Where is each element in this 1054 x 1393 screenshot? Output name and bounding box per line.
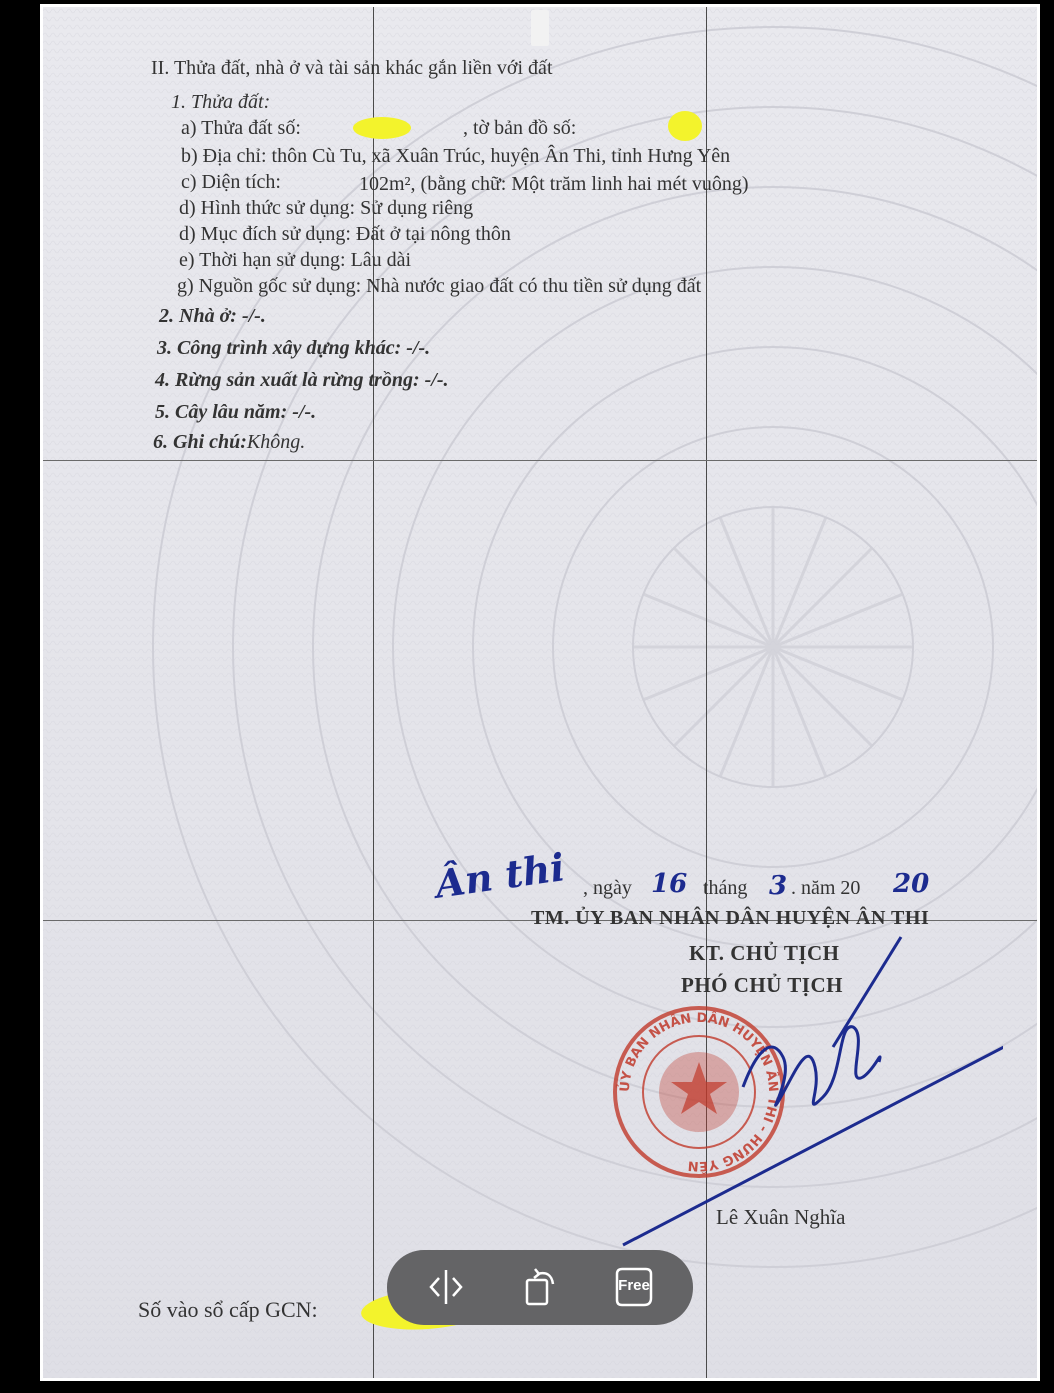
date-year-label: . năm 20 [791, 877, 861, 899]
usage-origin: g) Nguồn gốc sử dụng: Nhà nước giao đất có thu tiền sử dụng đất [177, 275, 702, 297]
fold-line-horizontal-top [43, 460, 1037, 461]
issuer-role-1: KT. CHỦ TỊCH [689, 941, 840, 965]
stamp-text: ỦY BAN NHÂN DÂN HUYỆN ÂN THI - HƯNG YÊN [617, 1010, 781, 1174]
parcel-number-label: a) Thửa đất số: [181, 117, 301, 139]
usage-purpose: d) Mục đích sử dụng: Đất ở tại nông thôn [179, 223, 511, 245]
photo-frame [40, 4, 1040, 1381]
issuer-role-2: PHÓ CHỦ TỊCH [681, 973, 843, 997]
top-drag-handle[interactable] [531, 10, 549, 46]
registry-label: Số vào sổ cấp GCN: [138, 1297, 318, 1322]
production-forest-item: 4. Rừng sản xuất là rừng trồng: -/-. [155, 369, 449, 391]
area-value: 102m², (bằng chữ: Một trăm linh hai mét vuông) [359, 173, 749, 195]
handwritten-signature [583, 927, 1003, 1247]
rotate-icon [517, 1264, 563, 1310]
note-label: 6. Ghi chú: [153, 431, 247, 453]
handwritten-day: 16 [651, 869, 688, 899]
house-item: 2. Nhà ở: -/-. [159, 305, 266, 327]
usage-term: e) Thời hạn sử dụng: Lâu dài [179, 249, 412, 271]
note-line [153, 431, 305, 454]
compare-split-icon [423, 1264, 469, 1310]
area-label: c) Diện tích: [181, 171, 281, 193]
free-button[interactable] [611, 1264, 657, 1310]
compare-button[interactable] [423, 1264, 469, 1310]
section-title: II. Thửa đất, nhà ở và tài sản khác gắn liền với đất [151, 57, 553, 79]
free-label: Free [618, 1277, 650, 1294]
handwritten-year-suffix: 20 [893, 869, 930, 899]
image-toolbar [387, 1250, 693, 1325]
redacted-parcel-number [353, 117, 411, 139]
note-value: Không. [246, 431, 306, 453]
signer-name: Lê Xuân Nghĩa [716, 1205, 846, 1229]
certificate-page [43, 7, 1037, 1378]
perennial-trees-item: 5. Cây lâu năm: -/-. [155, 401, 317, 423]
date-day-label: , ngày [583, 877, 632, 899]
redacted-map-sheet-number [668, 111, 702, 141]
issuer-authority: TM. ỦY BAN NHÂN DÂN HUYỆN ÂN THI [531, 907, 930, 929]
other-construction-item: 3. Công trình xây dựng khác: -/-. [157, 337, 431, 359]
address-line: b) Địa chỉ: thôn Cù Tu, xã Xuân Trúc, huyện Ân Thi, tỉnh Hưng Yên [181, 145, 731, 167]
map-sheet-label: , tờ bản đồ số: [463, 117, 577, 139]
land-heading: 1. Thửa đất: [171, 91, 271, 113]
handwritten-place: Ân thi [432, 844, 568, 907]
usage-form: d) Hình thức sử dụng: Sử dụng riêng [179, 197, 474, 219]
handwritten-month: 3 [769, 871, 788, 901]
date-month-label: tháng [703, 877, 748, 899]
rotate-button[interactable] [517, 1264, 563, 1310]
